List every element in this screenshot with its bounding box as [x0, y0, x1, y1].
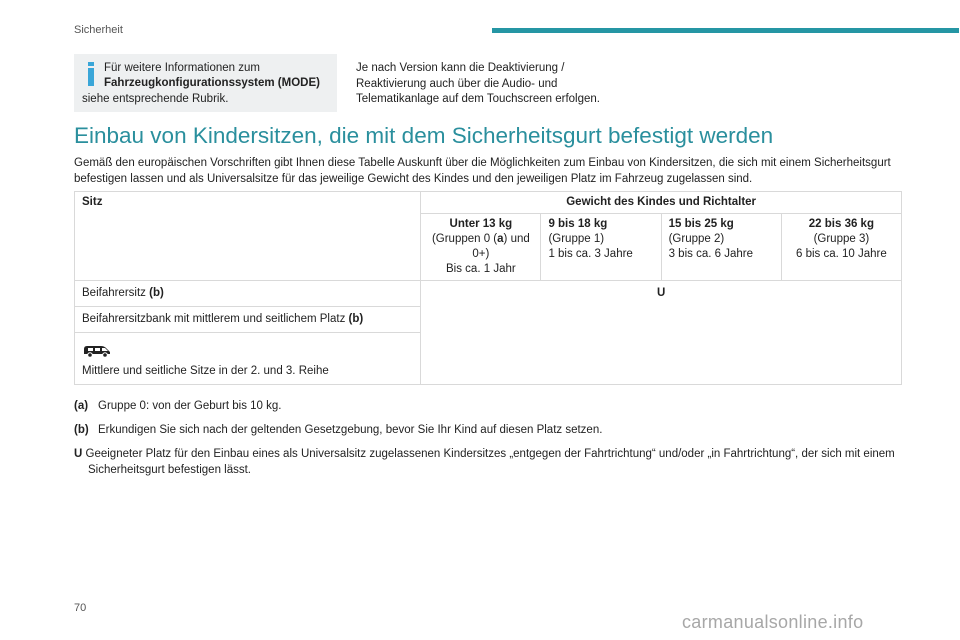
info-line-2: Fahrzeugkonfigurationssystem (MODE) — [104, 77, 320, 89]
deactivation-paragraph: Je nach Version kann die Deaktivierung / Reaktivierung auch über die Audio- und Telematikanlage auf dem Touchscreen erfolgen. — [356, 62, 600, 105]
seat-label: Beifahrersitzbank mit mittlerem und seitlichem Platz — [82, 313, 349, 325]
info-line-3: siehe entsprechende Rubrik. — [82, 93, 229, 105]
group-age: 3 bis ca. 6 Jahre — [668, 248, 753, 260]
note-a-label: (a) — [74, 400, 89, 412]
info-line-1: Für weitere Informationen zum — [104, 62, 260, 74]
seat-label: Beifahrersitz — [82, 287, 150, 299]
group-cell — [781, 214, 901, 281]
group-age: Bis ca. 1 Jahr — [446, 263, 516, 275]
header-seat: Sitz — [75, 192, 421, 281]
header-accent-bar — [492, 28, 959, 33]
group-age: 6 bis ca. 10 Jahre — [795, 248, 887, 260]
page-number: 70 — [74, 602, 87, 614]
header-section-title: Sicherheit — [74, 24, 123, 36]
note-u-text: Geeigneter Platz für den Einbau eines als Universalsitz zugelassenen Kindersitzes „entgegen der Fahrtrichtung“ und/oder „in Fahrtrichtung“, der sich mit einem Sicherheitsgurt befestigen lässt. — [82, 448, 895, 476]
note-b-text: Erkundigen Sie sich nach der geltenden Gesetzgebung, bevor Sie Ihr Kind auf diesen Platz setzen. — [98, 424, 603, 436]
info-text — [104, 61, 329, 91]
group-label: (Gruppen 0 ( — [431, 233, 498, 245]
group-cell — [421, 214, 541, 281]
group-note: a — [497, 233, 504, 245]
info-icon — [88, 62, 94, 86]
section-title: Einbau von Kindersitzen, die mit dem Sicherheitsgurt befestigt werden — [74, 123, 774, 148]
seat-cell — [75, 333, 421, 385]
value-cell: U — [421, 281, 902, 385]
van-icon — [82, 342, 112, 360]
group-label: (Gruppe 1) — [548, 233, 605, 245]
table-header-row — [75, 192, 902, 214]
child-seat-table — [74, 191, 902, 385]
group-weight: 9 bis 18 kg — [548, 218, 608, 230]
note-a-text: Gruppe 0: von der Geburt bis 10 kg. — [98, 400, 282, 412]
note-a — [74, 399, 281, 414]
header-weight: Gewicht des Kindes und Richtalter — [421, 192, 902, 214]
seat-label: Mittlere und seitliche Sitze in der 2. und 3. Reihe — [82, 365, 329, 377]
group-label: (Gruppe 2) — [668, 233, 725, 245]
note-b-label: (b) — [74, 424, 89, 436]
note-u-label: U — [74, 448, 83, 460]
note-u — [74, 446, 918, 478]
intro-paragraph: Gemäß den europäischen Vorschriften gibt Ihnen diese Tabelle Auskunft über die Möglichkeiten zum Einbau von Kindersitzen, die sich mit einem Sicherheitsgurt befestigen lassen und als Universalsitze für das jeweilige Gewicht des Kindes und den jeweiligen Platz im Fahrzeug zugelassen sind. — [74, 157, 891, 185]
seat-cell — [75, 281, 421, 307]
watermark: carmanualsonline.info — [682, 612, 864, 632]
seat-note: (b) — [149, 287, 164, 299]
seat-note: (b) — [348, 313, 364, 325]
group-cell — [541, 214, 661, 281]
group-label-end: ) und 0+) — [472, 233, 530, 260]
group-label: (Gruppe 3) — [813, 233, 870, 245]
group-weight: Unter 13 kg — [449, 218, 513, 230]
group-cell — [661, 214, 781, 281]
info-box — [74, 54, 337, 112]
seat-cell — [75, 307, 421, 333]
group-weight: 15 bis 25 kg — [668, 218, 734, 230]
group-weight: 22 bis 36 kg — [808, 218, 874, 230]
table-row — [75, 281, 902, 307]
note-b — [74, 423, 602, 438]
group-age: 1 bis ca. 3 Jahre — [548, 248, 633, 260]
